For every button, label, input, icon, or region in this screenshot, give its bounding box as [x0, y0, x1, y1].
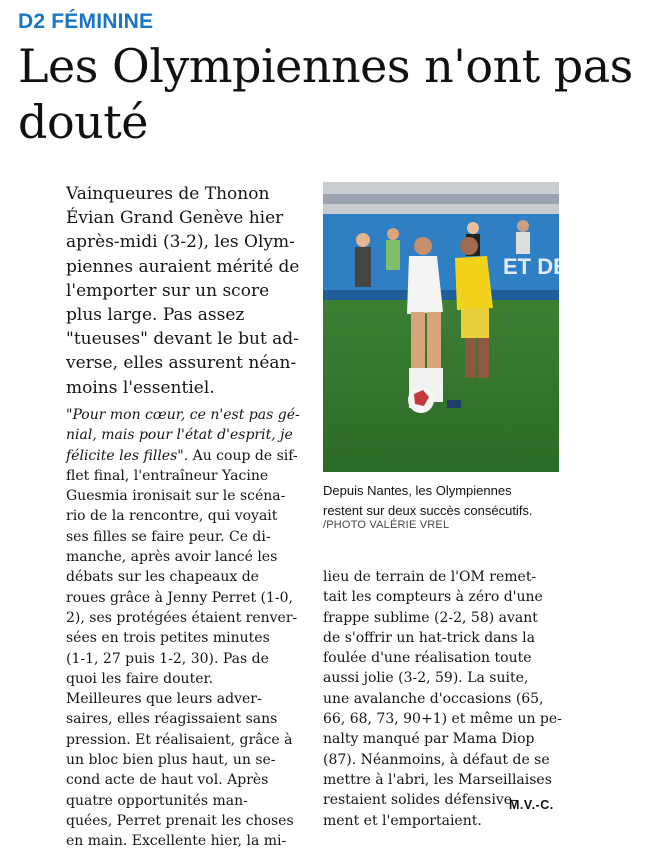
- body-line: foulée d'une réalisation toute: [323, 650, 532, 667]
- body-line: débats sur les chapeaux de: [66, 569, 259, 586]
- body-line: Meilleures que leurs adver-: [66, 691, 262, 708]
- body-line: restaient solides défensive-: [323, 792, 517, 809]
- body-line: de s'offrir un hat-trick dans la: [323, 629, 535, 646]
- body-line: Guesmia ironisait sur le scéna-: [66, 488, 286, 505]
- body-line: saires, elles réagissaient sans: [66, 711, 278, 728]
- body-column-left: [66, 405, 304, 852]
- body-line: Au coup de sif-: [188, 447, 298, 464]
- caption-line: Depuis Nantes, les Olympiennes: [323, 483, 512, 498]
- section-kicker: D2 FÉMININE: [18, 10, 154, 33]
- headline-line-1: Les Olympiennes n'ont pas: [18, 39, 633, 93]
- quote-line: nial, mais pour l'état d'esprit, je: [66, 427, 293, 444]
- body-line: manche, après avoir lancé les: [66, 549, 278, 566]
- body-line: (87). Néanmoins, à défaut de se: [323, 751, 550, 768]
- body-line: aussi jolie (3-2, 59). La suite,: [323, 670, 529, 687]
- lede-line: l'emporter sur un score: [66, 280, 270, 301]
- body-line: 2), ses protégées étaient renver-: [66, 609, 298, 626]
- lede-paragraph: [66, 182, 312, 400]
- body-line: quatre opportunités man-: [66, 792, 248, 809]
- body-line: flet final, l'entraîneur Yacine: [66, 467, 269, 484]
- quote-line: félicite les filles".: [66, 447, 189, 464]
- body-line: nalty manqué par Mama Diop: [323, 731, 535, 748]
- svg-text:ET DE: ET DE: [503, 254, 568, 279]
- lede-line: Évian Grand Genève hier: [66, 208, 284, 229]
- lede-line: après-midi (3-2), les Olym-: [66, 232, 295, 253]
- body-line: lieu de terrain de l'OM remet-: [323, 569, 537, 585]
- body-line: un bloc bien plus haut, un se-: [66, 752, 276, 769]
- body-line: quoi les faire douter.: [66, 670, 214, 687]
- body-line: une avalanche d'occasions (65,: [323, 690, 544, 707]
- lede-line: Vainqueures de Thonon: [66, 184, 270, 204]
- lede-line: "tueuses" devant le but ad-: [66, 329, 299, 350]
- headline-line-2: douté: [18, 95, 148, 149]
- lede-line: piennes auraient mérité de: [66, 256, 300, 277]
- photo-credit: /PHOTO VALÉRIE VREL: [323, 519, 450, 531]
- match-photo: [323, 182, 568, 472]
- body-line: ses filles se faire peur. Ce di-: [66, 528, 271, 545]
- body-line: frappe sublime (2-2, 58) avant: [323, 609, 538, 626]
- quote-line: "Pour mon cœur, ce n'est pas gé-: [66, 407, 300, 423]
- body-line: tait les compteurs à zéro d'une: [323, 589, 543, 606]
- body-line: 66, 68, 73, 90+1) et même un pe-: [323, 711, 562, 728]
- body-column-right: [323, 567, 562, 831]
- body-line: mettre à l'abri, les Marseillaises: [323, 771, 552, 788]
- body-line: cond acte de haut vol. Après: [66, 772, 269, 789]
- author-signature: M.V.-C.: [509, 798, 554, 812]
- lede-line: plus large. Pas assez: [66, 305, 245, 326]
- body-line: rio de la rencontre, qui voyait: [66, 508, 278, 525]
- body-line: sées en trois petites minutes: [66, 630, 270, 647]
- lede-line: moins l'essentiel.: [66, 377, 215, 398]
- quote-and-body-line: [66, 446, 304, 466]
- headline: [18, 38, 643, 150]
- caption-line: restent sur deux succès consécutifs.: [323, 502, 533, 518]
- photo-illustration: [323, 182, 568, 472]
- body-line: en main. Excellente hier, la mi-: [66, 833, 287, 850]
- body-line: quées, Perret prenait les choses: [66, 812, 294, 829]
- body-line: pression. Et réalisaient, grâce à: [66, 731, 293, 748]
- lede-line: verse, elles assurent néan-: [66, 353, 297, 374]
- body-line: roues grâce à Jenny Perret (1-0,: [66, 589, 294, 606]
- body-line: ment et l'emportaient.: [323, 812, 482, 829]
- body-line: (1-1, 27 puis 1-2, 30). Pas de: [66, 650, 269, 667]
- photo-caption: [323, 481, 563, 520]
